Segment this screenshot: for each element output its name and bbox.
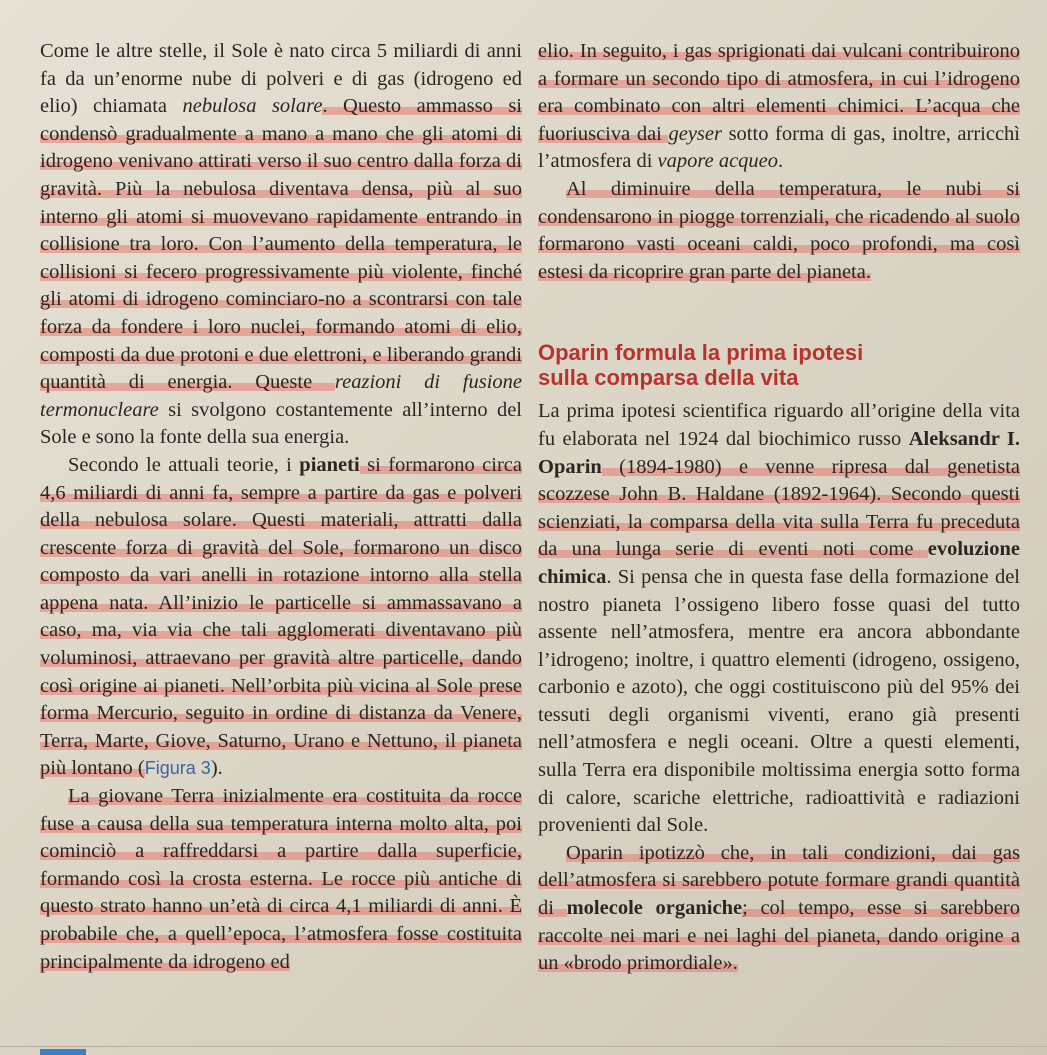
term-evoluzione-chimica: evoluzione chimica [538, 538, 1020, 588]
highlighted-text-run: Oparin ipotizzò che, in tali condizioni, dai gas dell’atmosfera si sarebbero potute formare grandi quantità di [538, 841, 1020, 920]
term-oparin: Aleksandr I. Oparin [538, 427, 1020, 478]
highlighted-text-run: (1894-1980) e venne ripresa dal genetista scozzese John B. Haldane (1892-1964). Secondo questi scienziati, la comparsa della vita sulla Terra fu preceduta da una lunga serie di eventi noti come [538, 455, 1020, 561]
figure-reference[interactable]: Figura 3 [144, 758, 211, 779]
page-accent-bar [40, 1049, 86, 1055]
text-run: si svolgono costantemente all’interno del Sole e sono la fonte della sua energia. [40, 398, 522, 449]
text-run: . [778, 150, 784, 173]
page-divider [0, 1046, 1047, 1047]
highlighted-text-run: La giovane Terra inizialmente era costituita da rocce fuse a causa della sua temperatura interna molto alta, poi cominciò a raffreddarsi a partire dalla superficie, formando così la crosta esterna. Le rocce più antiche di questo strato hanno un’età di circa 4,1 miliardi di anni. È probabile che, a quell’epoca, l’atmosfera fosse costituita principalmente da idrogeno ed [40, 785, 522, 973]
paragraph-atmosphere [538, 38, 1020, 176]
term-geyser: geyser [668, 122, 722, 145]
paragraph-young-earth [40, 783, 522, 976]
highlighted-text-run: elio. In seguito, i gas sprigionati dai vulcani contribuirono a formare un secondo tipo di atmosfera, in cui l’idrogeno era combinato con altri elementi chimici. L’acqua che fuoriusciva dai [538, 40, 1020, 145]
section-heading [538, 340, 1020, 390]
text-run: sotto forma di gas, inoltre, arricchì l’atmosfera di [538, 122, 1021, 173]
text-run: La prima ipotesi scientifica riguardo all’origine della vita fu elaborata nel 1924 dal biochimico russo [538, 400, 1020, 450]
term-nebulosa-solare: nebulosa solare [182, 95, 323, 118]
paragraph-oceans [538, 176, 1020, 286]
paragraph-primordial-soup [538, 840, 1020, 978]
highlighted-text-run: Al diminuire della temperatura, le nubi si condensarono in piogge torrenziali, che ricadendo al suolo formarono vasti oceani caldi, poco profondi, ma così estesi da ricoprire gran parte del pianeta. [538, 177, 1020, 283]
text-run: Secondo le attuali teorie, i [68, 453, 300, 476]
highlighted-text-run: si formarono circa 4,6 miliardi di anni fa, sempre a partire da gas e polveri della nebulosa solare. Questi materiali, attratti dalla crescente forza di gravità del Sole, formarono un disco composto da vari anelli in rotazione intorno alla stella appena nata. All’inizio le particelle si ammassavano a caso, ma, via via che tali agglomerati diventavano più voluminosi, attraevano per gravità altre particelle, dando così origine ai pianeti. Nell’orbita più vicina al Sole prese forma Mercurio, seguito in ordine di distanza da Venere, Terra, Marte, Giove, Saturno, Urano e Nettuno, il pianeta più lontano ( [40, 453, 522, 780]
paragraph-sun-formation [40, 38, 522, 452]
text-run: Come le altre stelle, il Sole è nato circa 5 miliardi di anni fa da un’enorme nube di polveri e di gas (idrogeno ed elio) chiamata [40, 40, 522, 118]
text-run: . Si pensa che in questa fase della formazione del nostro pianeta l’ossigeno libero fosse quasi del tutto assente nell’atmosfera, mentre era ancora abbondante l’idrogeno; inoltre, i quattro elementi (idrogeno, ossigeno, carbonio e azoto), che oggi costituiscono più del 95% dei tessuti degli organismi viventi, erano già presenti nell’atmosfera e negli oceani. Oltre a questi elementi, sulla Terra era disponibile moltissima energia sotto forma di calore, scariche elettriche, radioattività e radiazioni provenienti dal Sole. [538, 565, 1020, 837]
section-heading-line: Oparin formula la prima ipotesi [538, 340, 864, 366]
paragraph-planet-formation [40, 452, 522, 783]
term-molecole-organiche: molecole organiche [566, 897, 743, 920]
paragraph-oparin-hypothesis [538, 398, 1020, 840]
text-run: ). [210, 757, 223, 780]
term-vapore-acqueo: vapore acqueo [657, 150, 779, 173]
term-pianeti: pianeti [299, 453, 360, 476]
section-heading-line: sulla comparsa della vita [538, 365, 799, 391]
highlighted-text-run: ; col tempo, esse si sarebbero raccolte nei mari e nei laghi del pianeta, dando origine a un «brodo primordiale». [538, 897, 1021, 975]
highlighted-text-run: . Questo ammasso si condensò gradualmente a mano a mano che gli atomi di idrogeno venivano attirati verso il suo centro dalla forza di gravità. Più la nebulosa diventava densa, più al suo interno gli atomi si muovevano rapidamente entrando in collisione tra loro. Con l’aumento della temperatura, le collisioni si fecero progressivamente più violente, finché gli atomi di idrogeno cominciaro-no a scontrarsi con tale forza da fondere i loro nuclei, formando atomi di elio, composti da due protoni e due elettroni, e liberando grandi quantità di energia. Queste [40, 95, 522, 394]
term-fusione-termonucleare: reazioni di fusione termonucleare [40, 371, 522, 421]
right-column [538, 38, 1020, 978]
left-column [40, 38, 522, 976]
